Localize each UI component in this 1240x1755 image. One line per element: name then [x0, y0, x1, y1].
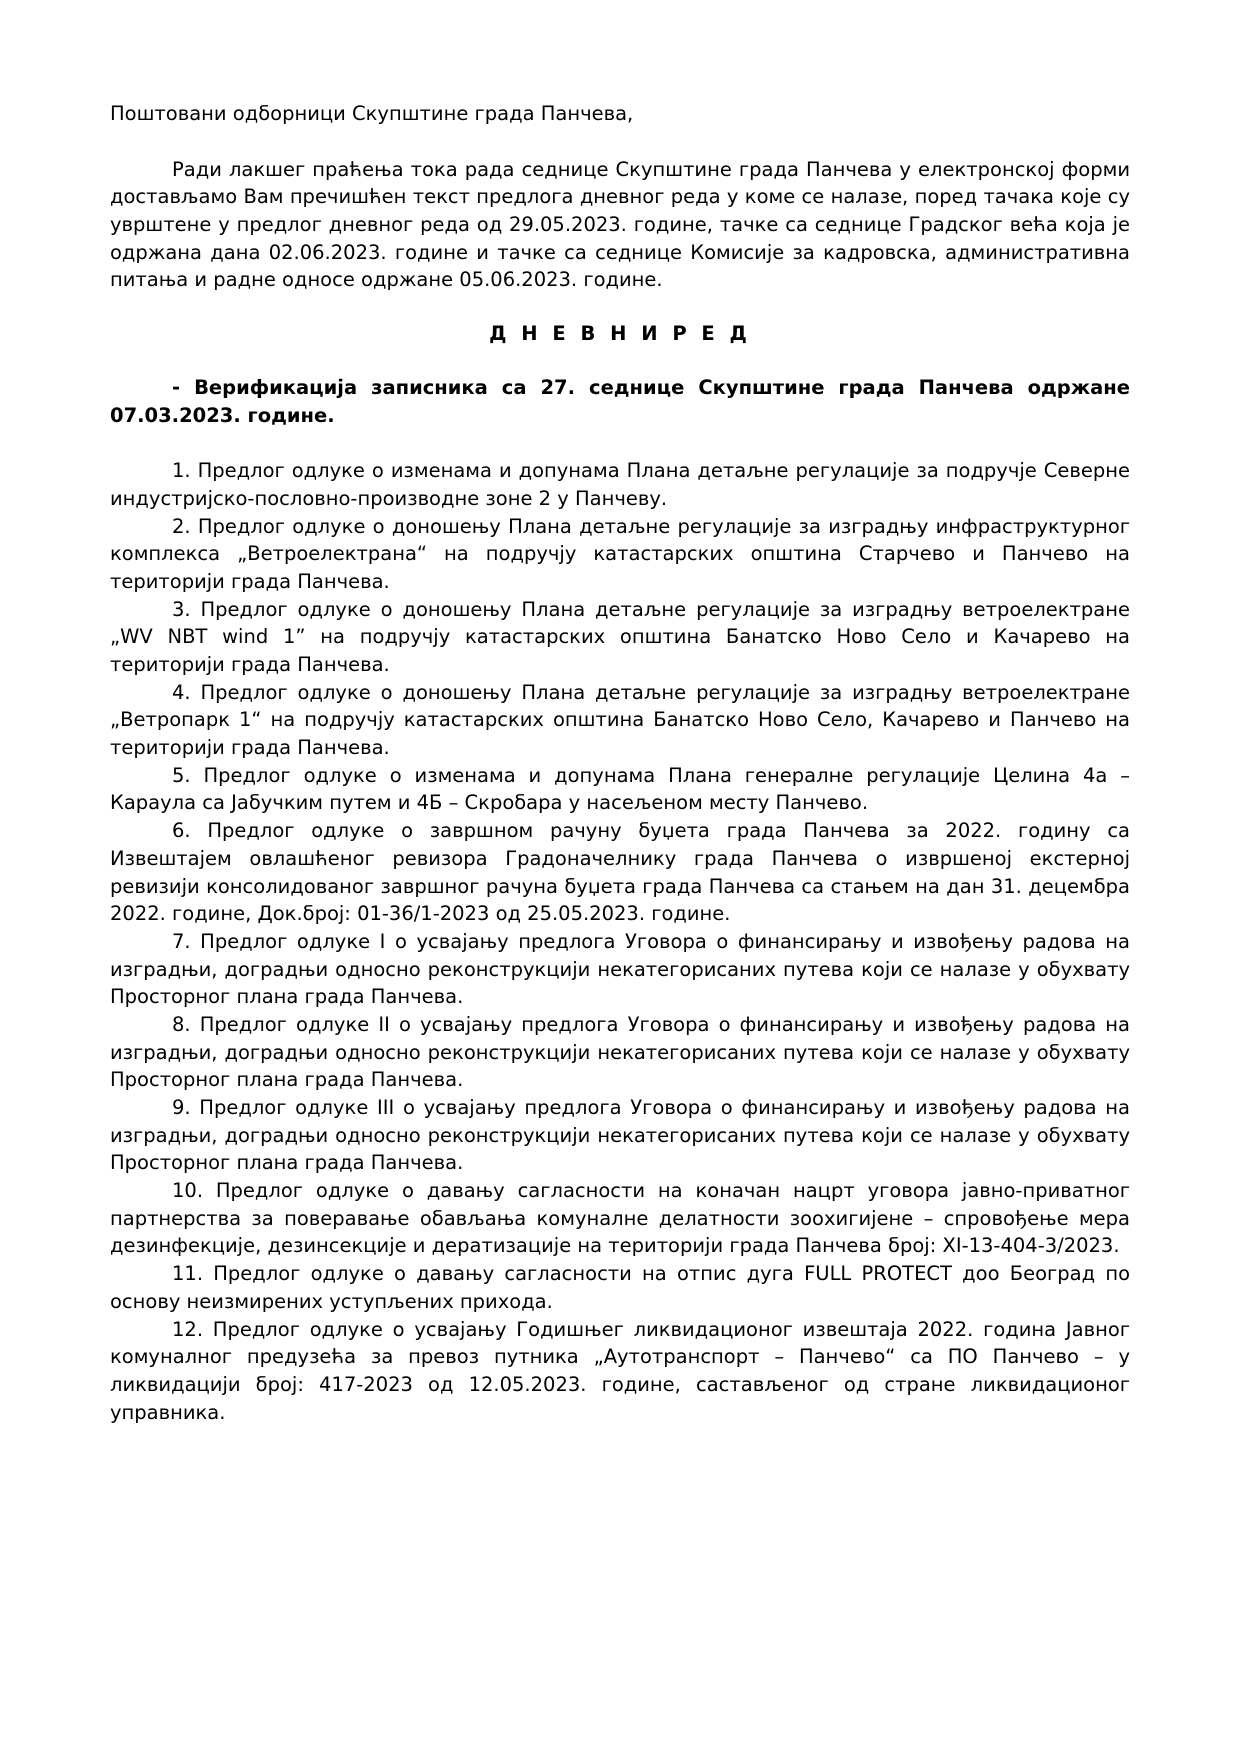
- agenda-item: 8. Предлог одлуке II о усвајању предлога Уговора о финансирању и извођењу радова на изградњи, доградњи односно реконструкцији некатегорисаних путева који се налазе у обухвату Просторног плана града Панчева.: [110, 1012, 1130, 1092]
- agenda-item: 3. Предлог одлуке о доношењу Плана детаљне регулације за изградњу ветроелектране „WV NBT wind 1” на подручју катастарских општина Банатско Ново Село и Качарево на територији града Панчева.: [110, 597, 1130, 676]
- agenda-item: 12. Предлог одлуке о усвајању Годишњег ликвидационог извештаја 2022. година Јавног комуналног предузећа за превоз путника „Аутотранспорт – Панчево“ са ПО Панчево – у ликвидацији број: 417-2023 од 12.05.2023. године, састављеног од стране ликвидационог управника.: [110, 1317, 1130, 1424]
- agenda-item: 2. Предлог одлуке о доношењу Плана детаљне регулације за изградњу инфраструктурног комплекса „Ветроелектрана“ на подручју катастарских општина Старчево и Панчево на територији града Панчева.: [110, 514, 1130, 593]
- agenda-heading: Д Н Е В Н И Р Е Д: [489, 322, 751, 346]
- salutation-paragraph: Поштовани одборници Скупштине града Панчева,: [110, 102, 634, 125]
- agenda-item: 1. Предлог одлуке о изменама и допунама Плана детаљне регулације за подручје Северне индустријско-пословно-производне зоне 2 у Панчеву.: [110, 459, 1130, 510]
- verification-paragraph: - Верификација записника са 27. седнице Скупштине града Панчева одржане 07.03.2023. године.: [110, 375, 1130, 427]
- agenda-item: 10. Предлог одлуке о давању сагласности на коначан нацрт уговора јавно-приватног партнерства за поверавање обављања комуналне делатности зоохигијене – спровођење мера дезинфекције, дезинсекције и дератизације на територији града Панчева број: XI-13-404-3/2023.: [110, 1179, 1130, 1258]
- intro-paragraph: Ради лакшег праћења тока рада седнице Скупштине града Панчева у електронској форми достављамо Вам пречишћен текст предлога дневног реда у коме се налазе, поред тачака које су уврштене у предлог дневног реда од 29.05.2023. године, тачке са седнице Градског већа која је одржана дана 02.06.2023. године и тачке са седнице Комисије за кадровска, административна питања и радне односе одржане 05.06.2023. године.: [110, 157, 1130, 292]
- agenda-item: 5. Предлог одлуке о изменама и допунама Плана генералне регулације Целина 4а – Караула са Јабучким путем и 4Б – Скробара у насељеном месту Панчево.: [110, 763, 1130, 815]
- agenda-item: 11. Предлог одлуке о давању сагласности на отпис дуга FULL PROTECT доо Београд по основу неизмирених уступљених прихода.: [110, 1262, 1130, 1313]
- agenda-item: 6. Предлог одлуке о завршном рачуну буџета града Панчева за 2022. годину са Извештајем овлашћеног ревизора Градоначелнику града Панчева о извршеној екстерној ревизији консолидованог завршног рачуна буџета града Панчева са стањем на дан 31. децембра 2022. године, Док.број: 01-36/1-2023 од 25.05.2023. године.: [110, 819, 1130, 926]
- agenda-item: 9. Предлог одлуке III о усвајању предлога Уговора о финансирању и извођењу радова на изградњи, доградњи односно реконструкцији некатегорисаних путева који се налазе у обухвату Просторног плана града Панчева.: [110, 1096, 1130, 1175]
- agenda-item: 4. Предлог одлуке о доношењу Плана детаљне регулације за изградњу ветроелектране „Ветропарк 1“ на подручју катастарских општина Банатско Ново Село, Качарево и Панчево на територији града Панчева.: [110, 680, 1130, 760]
- agenda-item: 7. Предлог одлуке I о усвајању предлога Уговора о финансирању и извођењу радова на изградњи, доградњи односно реконструкцији некатегорисаних путева који се налазе у обухвату Просторног плана града Панчева.: [110, 929, 1130, 1009]
- document-body: [110, 100, 1130, 1426]
